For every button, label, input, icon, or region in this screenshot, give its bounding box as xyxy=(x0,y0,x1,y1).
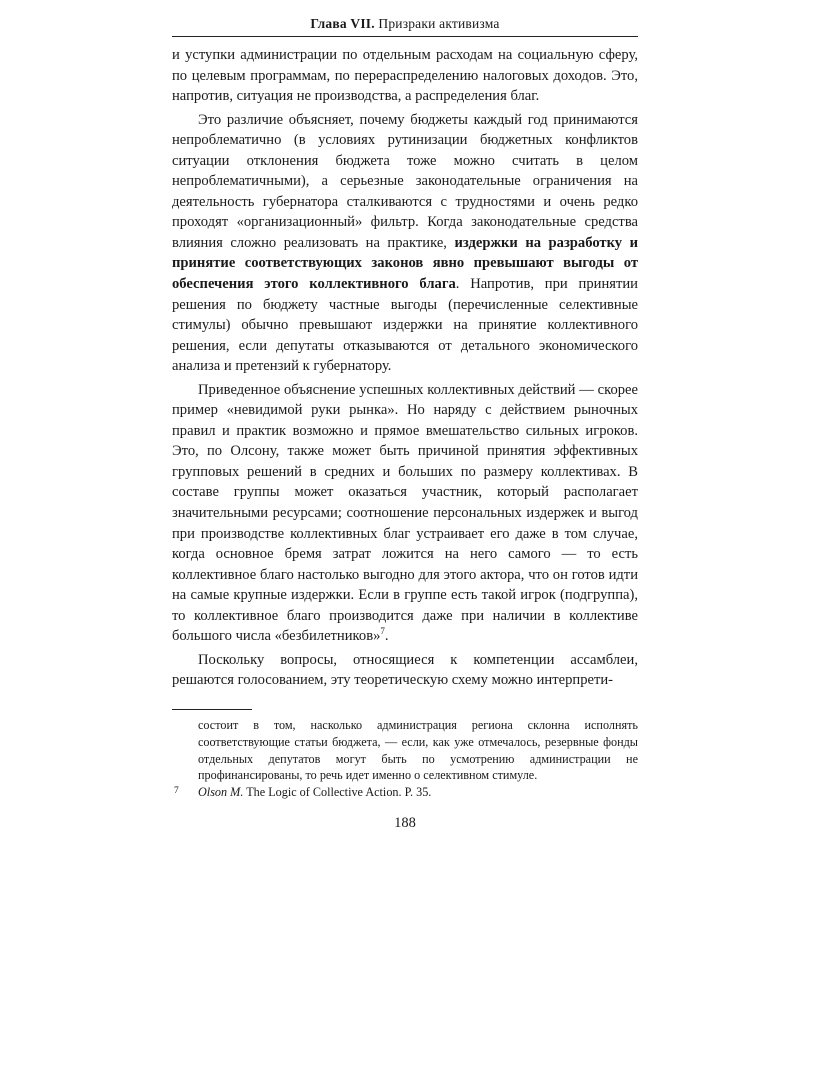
chapter-label: Глава VII. xyxy=(310,16,375,31)
footnote-7-text: The Logic of Collective Action. P. 35. xyxy=(243,785,432,800)
footnote-7-author: Olson M. xyxy=(198,785,244,800)
chapter-title: Призраки активизма xyxy=(378,16,500,31)
footnotes xyxy=(172,717,638,801)
paragraph-2 xyxy=(172,110,638,377)
book-page xyxy=(172,14,638,832)
running-head xyxy=(172,14,638,34)
paragraph-3-tail: . xyxy=(384,628,389,645)
paragraph-3-text: Приведенное объяснение успешных коллективных действий — скорее пример «невидимой руки рынка». Но наряду с действием рыночных правил и практик возможно и прямое вмешательство сильных игроков. Это, по Олсону, также может быть причиной принятия эффективных групповых решений в средних и больших по размеру коллективах. В составе группы может оказаться участник, который располагает значительными ресурсами; соотношение персональных издержек и выгод при производстве коллективных благ устраивает его даже в том случае, когда основное бремя затрат ложится на него самого — то есть коллективное благо настолько выгодно для этого актора, что он готов идти на самые крупные издержки. Если в группе есть такой игрок (подгруппа), то коллективное благо производится даже при наличии в коллективе большого числа «безбилетников» xyxy=(172,381,638,645)
footnote-7 xyxy=(172,784,638,801)
footnote-ref-7[interactable]: 7 xyxy=(380,626,385,637)
paragraph-2-start: Это различие объясняет, почему бюджеты каждый год принимаются непроблематично (в условиях рутинизации бюджетных конфликтов ситуации отклонения бюджета тоже можно считать в целом непроблематичными), а серьезные законодательные ограничения на деятельность губернатора сталкиваются с трудностями и очень редко проходят «организационный» фильтр. Когда законодательные средства влияния сложно реализовать на практике, xyxy=(172,111,638,251)
paragraph-2-bold: издержки на разработку и принятие соответствующих законов явно превышают выгоды от обеспечения этого коллективного блага xyxy=(172,234,638,293)
footnote-rule xyxy=(172,709,252,710)
paragraph-3 xyxy=(172,380,638,647)
paragraph-2-end: . Напротив, при принятии решения по бюджету частные выгоды (перечисленные селективные стимулы) обычно превышают издержки на принятие коллективного решения, если депутаты отказываются от детального экономического анализа и претензий к губернатору. xyxy=(172,276,638,375)
paragraph-4: Поскольку вопросы, относящиеся к компетенции ассамблеи, решаются голосованием, эту теоретическую схему можно интерпрети- xyxy=(172,651,638,689)
page-number: 188 xyxy=(394,814,416,831)
footnote-continued: состоит в том, насколько администрация региона склонна исполнять соответствующие статьи бюджета, — если, как уже отмечалось, резервные фонды отдельных депутатов могут быть по усмотрению администрации не профинансированы, то речь идет именно о селективном стимуле. xyxy=(198,717,638,783)
main-text xyxy=(172,45,638,691)
footnote-7-number: 7 xyxy=(174,786,179,797)
paragraph-1: и уступки администрации по отдельным расходам на социальную сферу, по целевым программам, по перераспределению налоговых доходов. Это, напротив, ситуация не производства, а распределения благ. xyxy=(172,47,638,105)
header-rule xyxy=(172,36,638,37)
